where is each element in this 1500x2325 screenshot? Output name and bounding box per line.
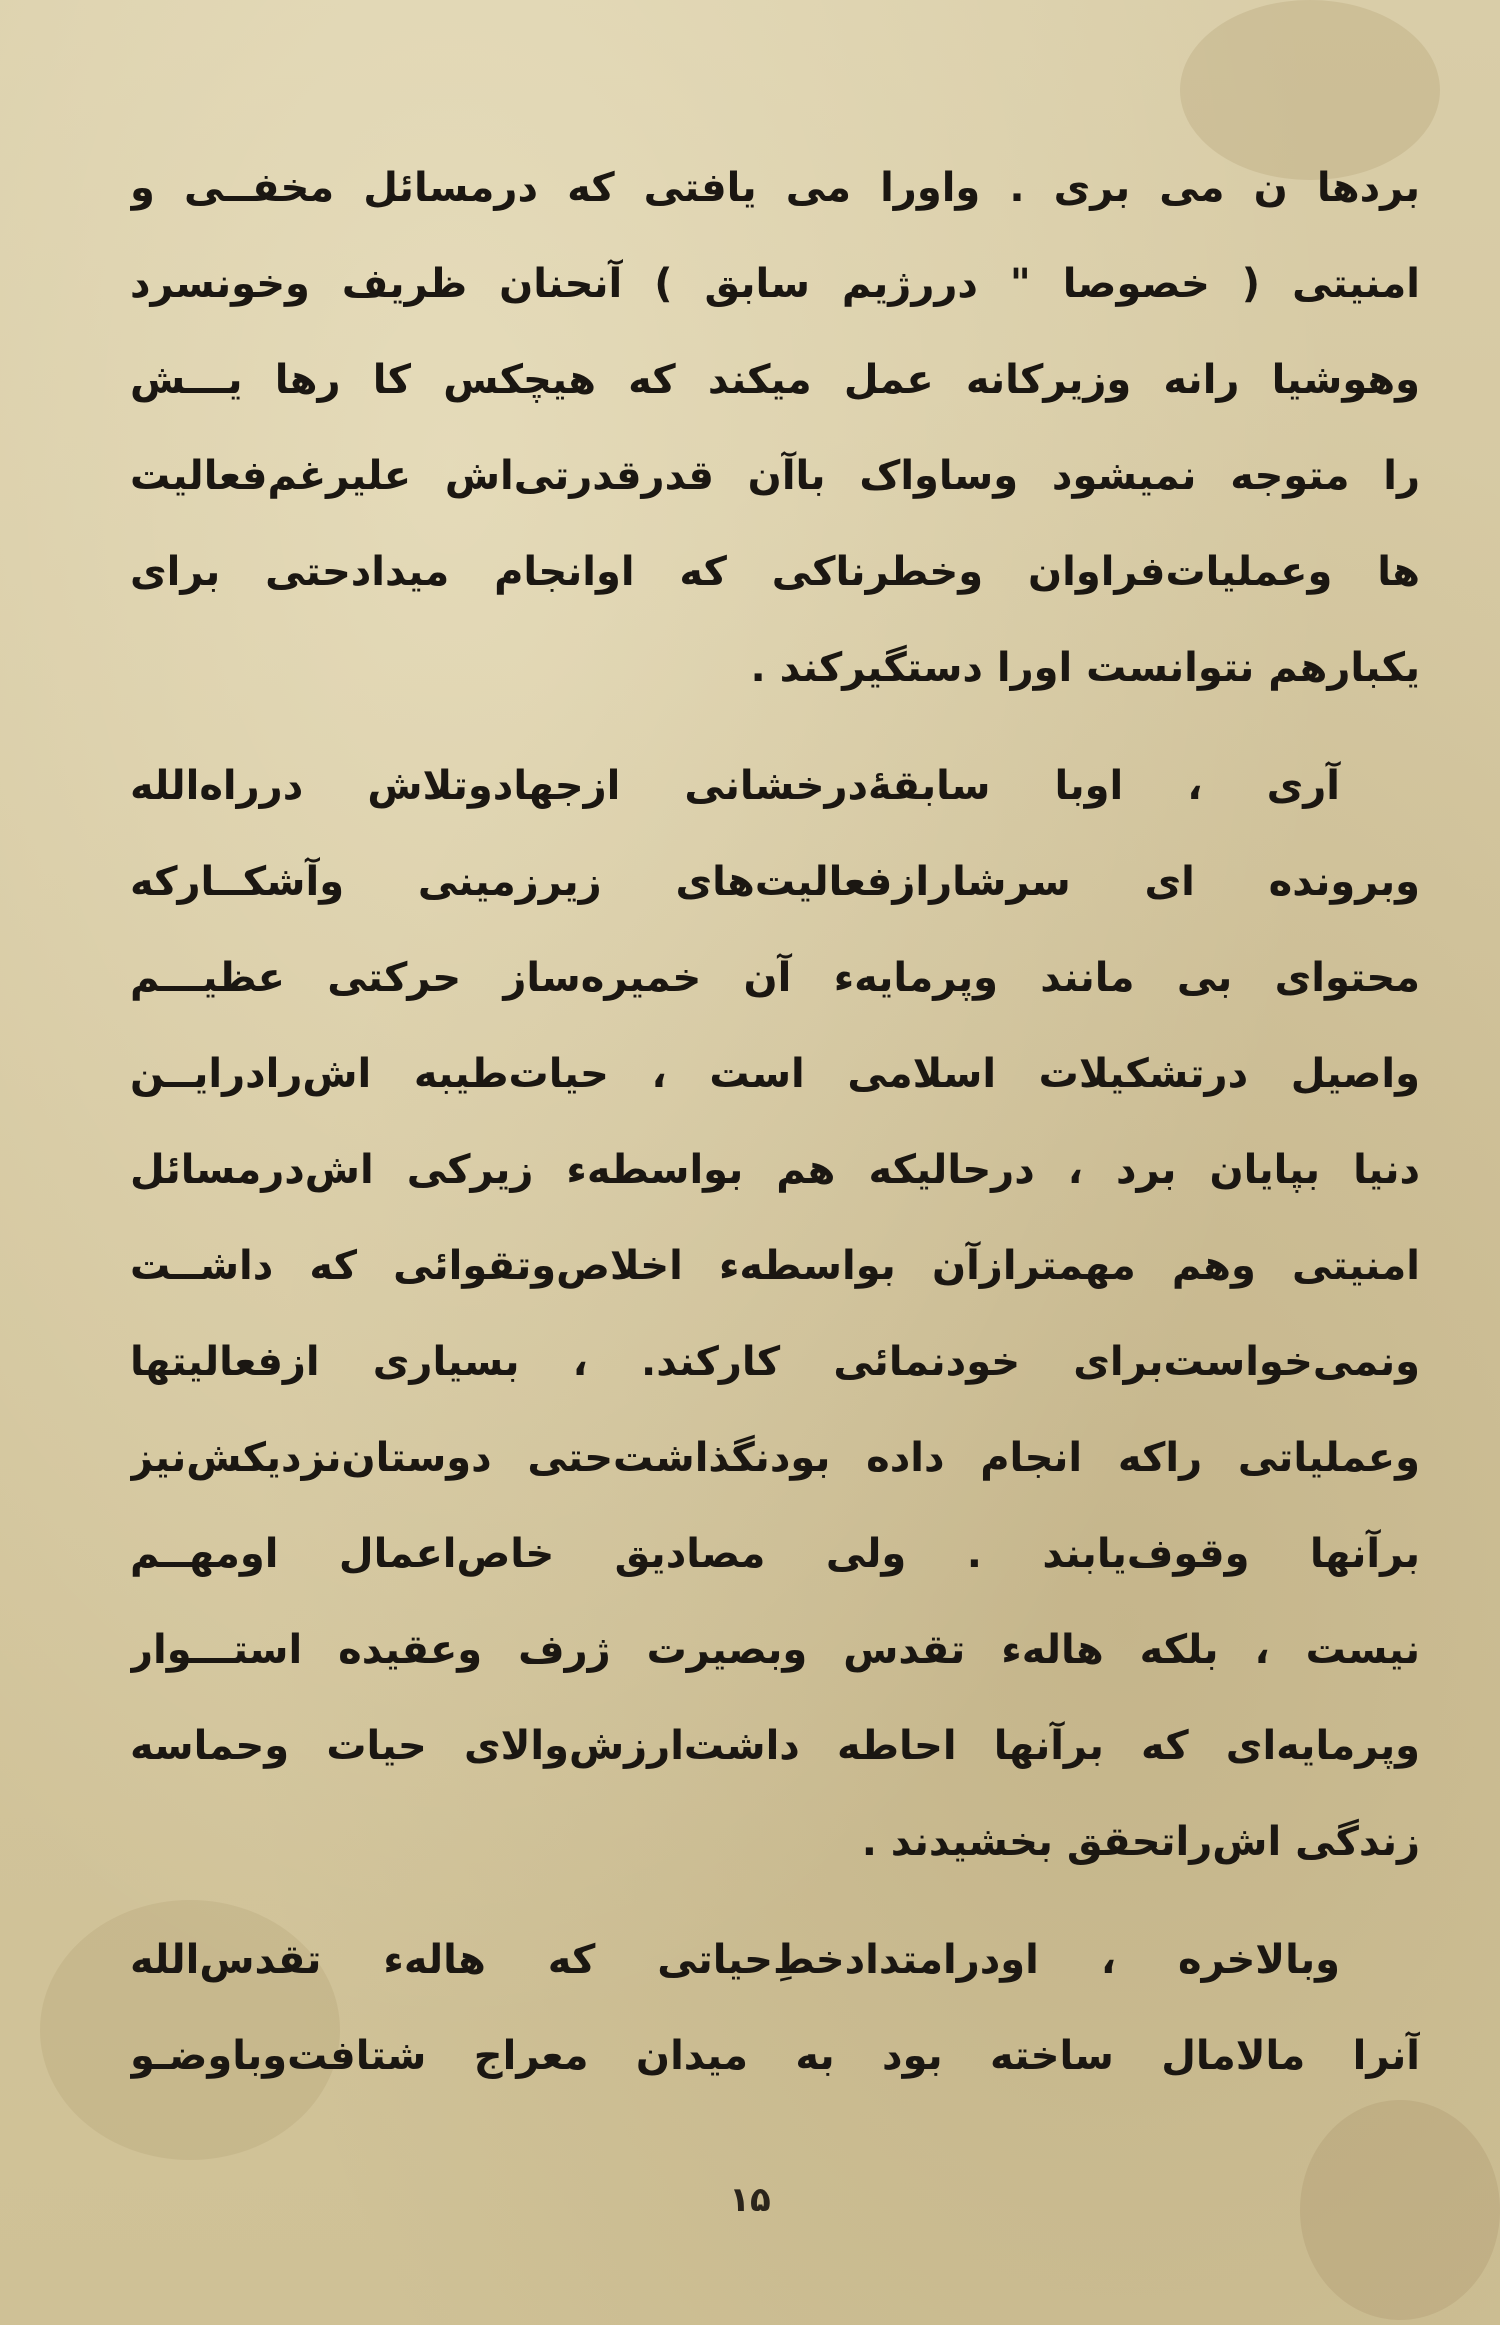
text-line: نیست ، بلکه هاله‌ء تقدس وبصیرت ژرف وعقیده استـــوار	[130, 1627, 1420, 1673]
text-line: ها وعملیات‌فراوان وخطرناکی که اوانجام میدادحتی برای	[130, 549, 1420, 595]
text-line: دنیا بپایان برد ، درحالیکه هم بواسطه‌ء زیرکی اش‌درمسائل	[130, 1147, 1420, 1193]
text-line: بردها ن می بری . واورا می یافتی که درمسائل مخفــی و	[130, 165, 1420, 211]
text-line: وعملیاتی راکه انجام داده بودنگذاشت‌حتی دوستان‌نزدیکش‌نیز	[130, 1435, 1420, 1481]
paragraph-gap	[130, 1890, 1420, 1912]
text-line: را متوجه نمیشود وساواک باآن قدرقدرتی‌اش علیرغم‌فعالیت	[130, 453, 1420, 499]
text-line: محتوای بی مانند وپرمایه‌ء آن خمیره‌ساز حرکتی عظیـــم	[130, 955, 1420, 1001]
text-line: وبالاخره ، اودرامتدادخطِ‌حیاتی که هاله‌ء تقدس‌الله	[130, 1937, 1340, 1983]
text-line: ونمی‌خواست‌برای خودنمائی کارکند. ، بسیاری ازفعالیتها	[130, 1339, 1420, 1385]
text-line: واصیل درتشکیلات اسلامی است ، حیات‌طیبه اش‌رادرایــن	[130, 1051, 1420, 1097]
text-line: آری ، اوبا سابقهٔ‌درخشانی ازجهادوتلاش درراه‌الله	[130, 763, 1340, 809]
body-text	[130, 140, 1420, 2104]
text-line: زندگی اش‌راتحقق بخشیدند .	[861, 1819, 1420, 1865]
text-line: امنیتی ( خصوصا " دررژیم سابق ) آنحنان ظریف وخونسرد	[130, 261, 1420, 307]
paragraph-gap	[130, 716, 1420, 738]
text-line: وهوشیا رانه وزیرکانه عمل میکند که هیچکس کا رها یـــش	[130, 357, 1420, 403]
text-line: وبرونده ای سرشارازفعالیت‌های زیرزمینی وآشکــاركه	[130, 859, 1420, 905]
text-line: برآنها وقوف‌یابند . ولی مصادیق خاص‌اعمال اومهــم	[130, 1531, 1420, 1577]
text-line: امنیتی وهم مهمترازآن بواسطه‌ء اخلاص‌وتقوائی که داشــت	[130, 1243, 1420, 1289]
text-line: یکبارهم نتوانست اورا دستگیرکند .	[750, 645, 1420, 691]
text-line: آنرا مالامال ساخته بود به میدان معراج شتافت‌وباوضـو	[130, 2033, 1420, 2079]
page-number: ۱۵	[729, 2180, 771, 2220]
text-line: وپرمایه‌ای که برآنها احاطه داشت‌ارزش‌والای حیات وحماسه	[130, 1723, 1420, 1769]
